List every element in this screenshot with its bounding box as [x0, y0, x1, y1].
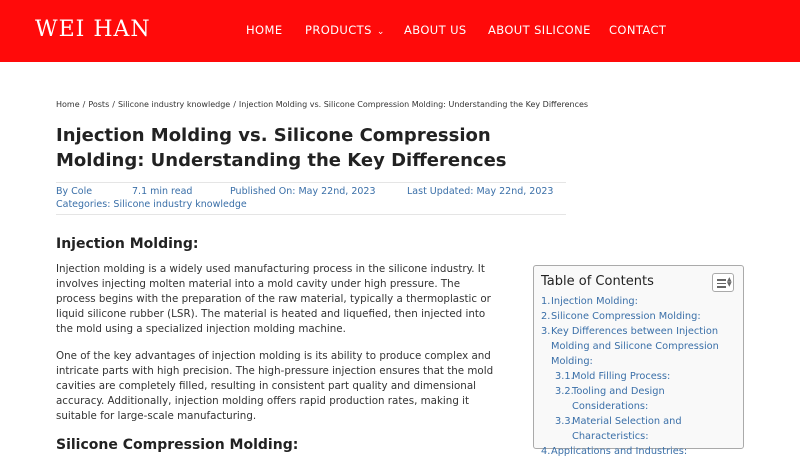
meta-author[interactable]: By Cole — [56, 186, 93, 197]
toc-item-label: Mold Filling Process: — [572, 371, 671, 382]
toc-toggle-button[interactable] — [712, 273, 734, 292]
nav-about-us[interactable]: ABOUT US — [404, 23, 467, 37]
breadcrumb-separator: / — [82, 100, 86, 109]
paragraph: One of the key advantages of injection molding is its ability to produce complex and intricate parts with high precision. The high-pressure injection ensures that the mold cavities are completely filled, resulting in consistent part quality and dimensional accuracy. Additionally, injection molding offers rapid production rates, making it suitable for large-scale manufacturing. — [56, 350, 494, 422]
breadcrumb-separator: / — [112, 100, 115, 109]
post-meta — [56, 186, 566, 216]
breadcrumb — [56, 100, 588, 109]
toc-item-number: 3.2. — [555, 386, 574, 397]
site-header — [0, 0, 800, 62]
meta-divider-top — [56, 182, 566, 183]
meta-divider-bottom — [56, 214, 566, 215]
breadcrumb-home[interactable]: Home — [56, 100, 80, 109]
section-heading-compression: Silicone Compression Molding: — [56, 437, 299, 453]
nav-home[interactable]: HOME — [246, 23, 283, 37]
nav-products[interactable] — [305, 23, 385, 37]
breadcrumb-current: Injection Molding vs. Silicone Compression Molding: Understanding the Key Differences — [238, 100, 589, 109]
toc-item[interactable] — [541, 324, 741, 369]
chevron-down-icon: ⌄ — [376, 27, 385, 37]
toc-item-label: Applications and Industries: — [551, 446, 688, 457]
main-nav — [0, 23, 800, 39]
nav-contact[interactable]: CONTACT — [609, 23, 667, 37]
toc-item-number: 3.1. — [555, 371, 574, 382]
toc-item[interactable] — [541, 294, 741, 309]
toc-item-label: Key Differences between Injection Molding and Silicone Compression Molding: — [551, 326, 719, 367]
table-of-contents — [533, 265, 744, 457]
breadcrumb-category[interactable]: Silicone industry knowledge — [117, 100, 231, 109]
paragraph: Injection molding is a widely used manufacturing process in the silicone industry. It involves injecting molten material into a mold cavity under high pressure. The process begins with the preparation of the raw material, typically a thermoplastic or liquid silicone rubber (LSR). The material is heated and liquefied, then injected into the mold using a specialized injection molding machine. — [56, 263, 491, 335]
toc-item[interactable] — [541, 444, 741, 459]
sort-arrows-icon: ▲ ▼ — [727, 276, 732, 288]
toc-list — [541, 294, 741, 459]
toc-item[interactable] — [541, 369, 741, 384]
site-logo[interactable]: WEI HAN — [35, 17, 151, 42]
toc-title: Table of Contents — [541, 274, 654, 289]
meta-categories[interactable]: Categories: Silicone industry knowledge — [56, 199, 247, 210]
toc-item-label: Silicone Compression Molding: — [551, 311, 701, 322]
toc-item-label: Tooling and Design Considerations: — [572, 386, 665, 412]
toc-item-number: 3.3. — [555, 416, 574, 427]
toc-item-number: 2. — [541, 311, 551, 322]
list-icon — [717, 279, 726, 290]
toc-item[interactable] — [541, 414, 741, 444]
section-heading-injection: Injection Molding: — [56, 236, 199, 252]
meta-updated: Last Updated: May 22nd, 2023 — [407, 186, 554, 197]
meta-read-time: 7.1 min read — [132, 186, 193, 197]
breadcrumb-separator: / — [233, 100, 236, 109]
meta-published: Published On: May 22nd, 2023 — [230, 186, 376, 197]
toc-item-number: 4. — [541, 446, 551, 457]
toc-item[interactable] — [541, 309, 741, 324]
nav-products-label: PRODUCTS — [305, 23, 372, 37]
toc-item-number: 1. — [541, 296, 551, 307]
toc-item-number: 3. — [541, 326, 551, 337]
toc-item-label: Injection Molding: — [551, 296, 638, 307]
breadcrumb-posts[interactable]: Posts — [88, 100, 110, 109]
toc-item[interactable] — [541, 384, 741, 414]
page-title: Injection Molding vs. Silicone Compression Molding: Understanding the Key Differences — [56, 125, 507, 171]
toc-item-label: Material Selection and Characteristics: — [572, 416, 682, 442]
nav-about-silicone[interactable]: ABOUT SILICONE — [488, 23, 591, 37]
